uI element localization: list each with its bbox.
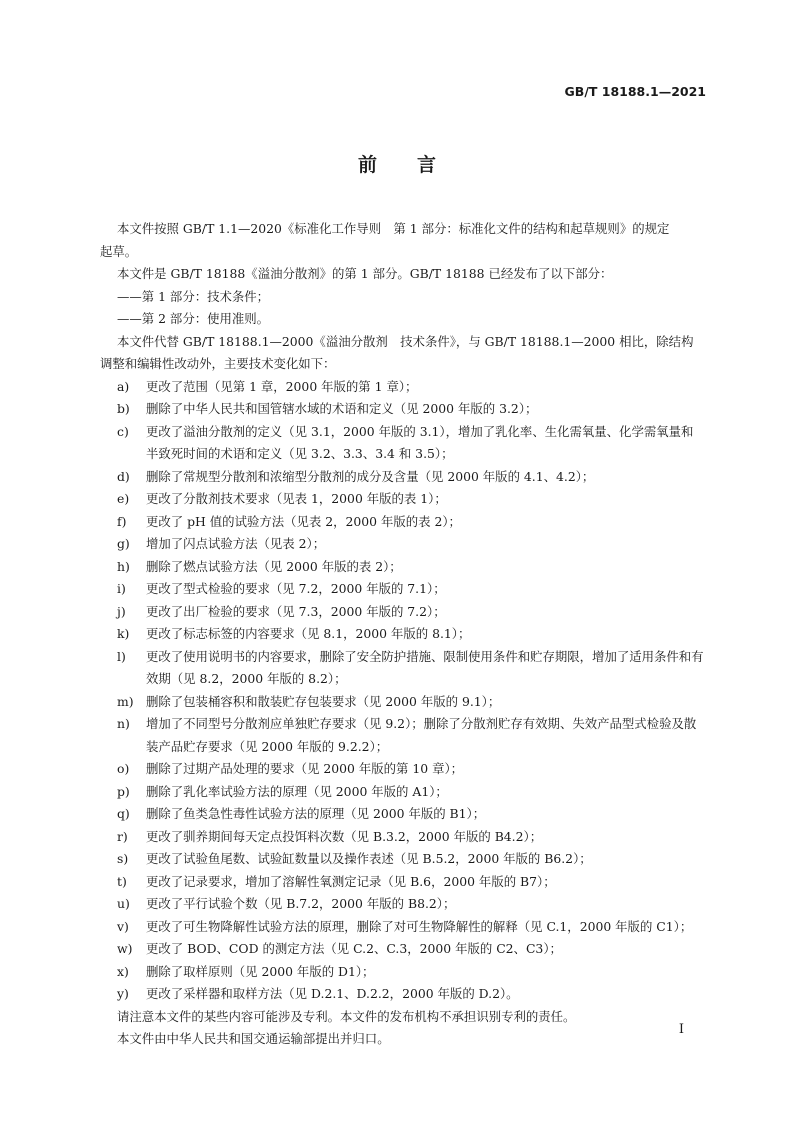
change-item — [117, 871, 704, 894]
change-item — [117, 758, 704, 781]
change-marker: d) — [117, 468, 130, 484]
change-marker: p) — [117, 783, 130, 799]
change-text: 删除了燃点试验方法（见 2000 年版的表 2）； — [146, 558, 402, 574]
change-marker: h) — [117, 558, 130, 574]
change-marker: e) — [117, 491, 130, 506]
change-item — [117, 803, 704, 826]
paragraph-text: 本文件按照 GB/T 1.1—2020《标准化工作导则 第 1 部分：标准化文件的结构和起草规则》的规定 — [117, 221, 670, 236]
standard-code: GB/T 18188.1—2021 — [564, 84, 706, 99]
change-marker: y) — [117, 986, 129, 1001]
change-item — [117, 421, 704, 466]
change-text: 更改了溢油分散剂的定义（见 3.1，2000 年版的 3.1），增加了乳化率、生化需氧量、化学需氧量和半致死时间的术语和定义（见 3.2、3.3、3.4 和 3.5）； — [146, 423, 694, 461]
change-marker: f) — [117, 513, 127, 529]
change-text: 更改了试验鱼尾数、试验缸数量以及操作表述（见 B.5.2，2000 年版的 B6.2）； — [146, 851, 592, 866]
part-item — [117, 286, 704, 309]
paragraph-proposer — [117, 1028, 704, 1051]
paragraph-replacement — [117, 331, 704, 354]
change-item — [117, 533, 704, 556]
change-marker: w) — [117, 941, 133, 956]
change-text: 更改了记录要求，增加了溶解性氧测定记录（见 B.6，2000 年版的 B7）； — [146, 873, 556, 889]
paragraph-text: 调整和编辑性改动外，主要技术变化如下： — [100, 356, 336, 371]
change-marker: u) — [117, 896, 130, 911]
change-text: 更改了平行试验个数（见 B.7.2，2000 年版的 B8.2）； — [146, 896, 456, 911]
change-text: 删除了乳化率试验方法的原理（见 2000 年版的 A1）； — [146, 783, 448, 799]
change-item — [117, 916, 704, 939]
change-marker: j) — [117, 603, 126, 619]
paragraph-text: 本文件由中华人民共和国交通运输部提出并归口。 — [117, 1031, 390, 1046]
change-item — [117, 713, 704, 758]
change-text: 更改了采样器和取样方法（见 D.2.1、D.2.2，2000 年版的 D.2）。 — [146, 986, 519, 1001]
paragraph-text: 请注意本文件的某些内容可能涉及专利。本文件的发布机构不承担识别专利的责任。 — [117, 1008, 576, 1024]
paragraph-text: 本文件是 GB/T 18188《溢油分散剂》的第 1 部分。GB/T 18188 已经发布了以下部分： — [117, 266, 613, 281]
change-item — [117, 848, 704, 871]
change-marker: l) — [117, 648, 126, 664]
document-body — [100, 218, 704, 1051]
change-text: 更改了标志标签的内容要求（见 8.1，2000 年版的 8.1）； — [146, 626, 471, 641]
change-text: 删除了包装桶容积和散装贮存包装要求（见 2000 年版的 9.1）； — [146, 693, 501, 709]
change-marker: v) — [117, 918, 129, 934]
change-item — [117, 961, 704, 984]
change-marker: o) — [117, 761, 130, 776]
change-marker: s) — [117, 851, 129, 866]
change-text: 更改了可生物降解性试验方法的原理，删除了对可生物降解性的解释（见 C.1，2000 年版的 C1）； — [146, 918, 693, 934]
change-text: 更改了驯养期间每天定点投饵料次数（见 B.3.2，2000 年版的 B4.2）； — [146, 828, 543, 844]
change-marker: x) — [117, 963, 129, 979]
change-marker: m) — [117, 693, 134, 709]
change-item — [117, 691, 704, 714]
change-text: 更改了 BOD、COD 的测定方法（见 C.2、C.3，2000 年版的 C2、C3）； — [146, 941, 562, 956]
change-item — [117, 601, 704, 624]
change-text: 更改了出厂检验的要求（见 7.3，2000 年版的 7.2）； — [146, 603, 446, 619]
change-marker: t) — [117, 873, 127, 889]
change-item — [117, 893, 704, 916]
change-text: 删除了中华人民共和国管辖水域的术语和定义（见 2000 年版的 3.2）； — [146, 401, 538, 416]
paragraph-replacement-cont — [100, 353, 704, 376]
change-text: 更改了范围（见第 1 章，2000 年版的第 1 章）； — [146, 378, 418, 394]
change-list — [117, 376, 704, 1006]
change-marker: c) — [117, 423, 129, 439]
change-item — [117, 938, 704, 961]
paragraph-text: 起草。 — [100, 243, 138, 259]
change-text: 删除了鱼类急性毒性试验方法的原理（见 2000 年版的 B1）； — [146, 806, 486, 821]
paragraph-text: 本文件代替 GB/T 18188.1—2000《溢油分散剂 技术条件》，与 GB/T 18188.1—2000 相比，除结构 — [117, 333, 694, 349]
page-number: I — [678, 1022, 684, 1037]
change-item — [117, 556, 704, 579]
change-text: 增加了不同型号分散剂应单独贮存要求（见 9.2）；删除了分散剂贮存有效期、失效产品型式检验及散装产品贮存要求（见 2000 年版的 9.2.2）； — [146, 716, 697, 754]
change-text: 更改了型式检验的要求（见 7.2，2000 年版的 7.1）； — [146, 581, 446, 596]
change-item — [117, 781, 704, 804]
change-item — [117, 983, 704, 1006]
change-item — [117, 578, 704, 601]
change-item — [117, 623, 704, 646]
paragraph-drafting-basis — [117, 218, 704, 241]
part-text: ——第 2 部分：使用准则。 — [117, 311, 270, 326]
change-marker: g) — [117, 536, 130, 551]
change-text: 删除了过期产品处理的要求（见 2000 年版的第 10 章）； — [146, 761, 464, 776]
paragraph-patent-notice — [117, 1006, 704, 1029]
change-text: 增加了闪点试验方法（见表 2）； — [146, 536, 326, 551]
change-marker: i) — [117, 581, 126, 596]
change-marker: r) — [117, 828, 128, 844]
change-item — [117, 511, 704, 534]
change-text: 删除了取样原则（见 2000 年版的 D1）； — [146, 963, 375, 979]
change-marker: n) — [117, 716, 130, 731]
part-text: ——第 1 部分：技术条件； — [117, 288, 270, 304]
change-item — [117, 398, 704, 421]
change-marker: q) — [117, 806, 130, 821]
paragraph-parts-intro — [117, 263, 704, 286]
part-item — [117, 308, 704, 331]
change-text: 更改了使用说明书的内容要求，删除了安全防护措施、限制使用条件和贮存期限，增加了适用条件和有效期（见 8.2，2000 年版的 8.2）； — [146, 648, 704, 686]
change-text: 删除了常规型分散剂和浓缩型分散剂的成分及含量（见 2000 年版的 4.1、4.2）； — [146, 468, 595, 484]
paragraph-drafting-basis-cont — [100, 241, 704, 264]
change-marker: a) — [117, 378, 130, 394]
change-text: 更改了分散剂技术要求（见表 1，2000 年版的表 1）； — [146, 491, 447, 506]
change-item — [117, 646, 704, 691]
change-text: 更改了 pH 值的试验方法（见表 2，2000 年版的表 2）； — [146, 513, 461, 529]
change-item — [117, 466, 704, 489]
change-marker: k) — [117, 626, 130, 641]
change-item — [117, 826, 704, 849]
change-item — [117, 376, 704, 399]
change-item — [117, 488, 704, 511]
change-marker: b) — [117, 401, 130, 416]
page-title: 前言 — [357, 154, 476, 176]
